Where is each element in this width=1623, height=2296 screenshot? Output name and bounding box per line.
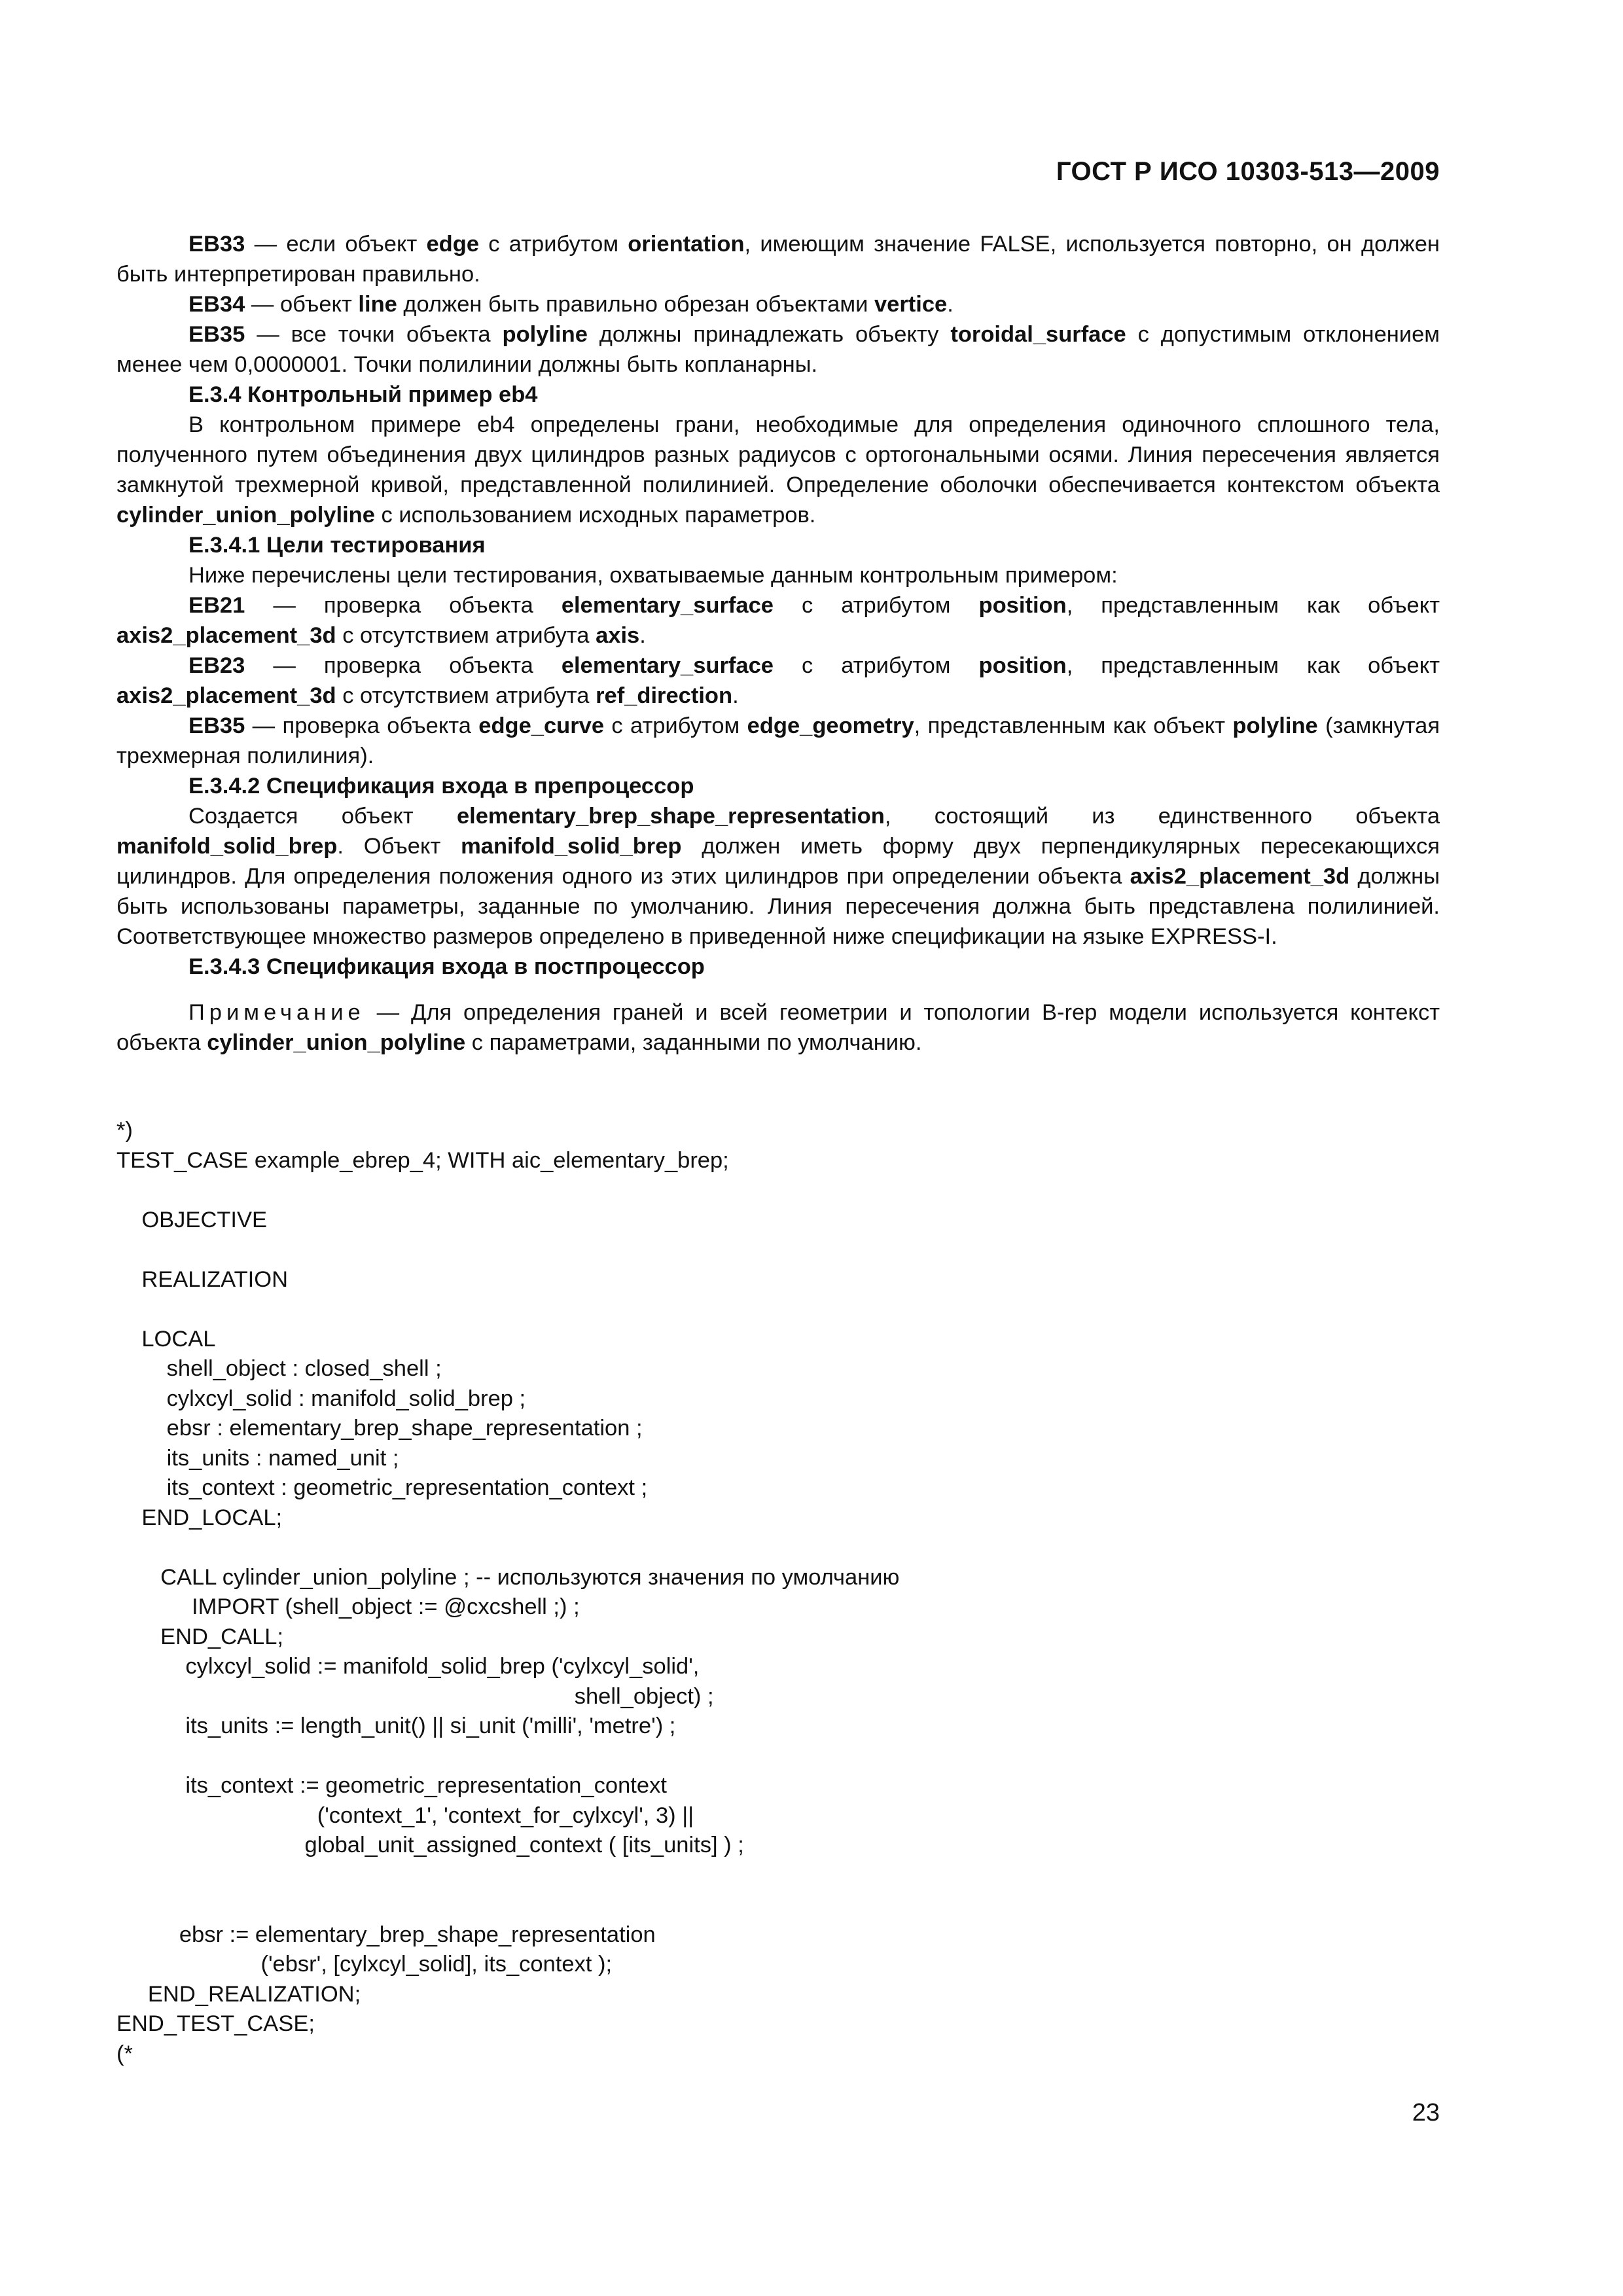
code-line: its_units := length_unit() || si_unit ('milli', 'metre') ; (116, 1713, 676, 1738)
code-line: END_REALIZATION; (116, 1981, 361, 2007)
text-fragment: с атрибутом (604, 713, 747, 738)
text-fragment: В контрольном примере eb4 определены грани, необходимые для определения одиночного сплошного тела, полученного путем объединения двух цилиндров разных радиусов с ортогональными осями. Линия пересечения является замкнутой трехмерной кривой, представленной полилинией. Определение оболочки обеспечивается контекстом объекта (116, 412, 1440, 497)
text-fragment: edge_curve (478, 713, 605, 738)
code-line (116, 1890, 899, 1920)
note-paragraph (116, 997, 1440, 1058)
code-line: cylxcyl_solid : manifold_solid_brep ; (116, 1386, 526, 1411)
code-line (116, 1861, 899, 1891)
text-fragment: Создается объект (188, 804, 457, 829)
code-line: its_units : named_unit ; (116, 1445, 399, 1471)
text-fragment: . Объект (337, 834, 461, 859)
text-fragment: EB33 (188, 232, 245, 257)
text-fragment: . (947, 292, 954, 317)
code-line: shell_object : closed_shell ; (116, 1356, 442, 1381)
text-fragment: cylinder_union_polyline (116, 503, 375, 528)
text-fragment: — Для определения граней и всей геометрии и топологии B-rep модели используется контекст объекта (116, 1000, 1440, 1055)
text-fragment: с отсутствием атрибута (336, 683, 596, 708)
text-fragment: EB35 (188, 713, 245, 738)
code-line: LOCAL (116, 1326, 216, 1352)
paragraph-eb35-polyline (116, 319, 1440, 380)
text-fragment: axis (596, 623, 640, 648)
text-fragment: — проверка объекта (245, 653, 562, 678)
code-line: cylxcyl_solid := manifold_solid_brep ('cylxcyl_solid', (116, 1654, 700, 1679)
text-fragment: с атрибутом (479, 232, 628, 257)
text-fragment: с атрибутом (774, 653, 979, 678)
text-fragment: EB23 (188, 653, 245, 678)
heading-e341 (116, 530, 1440, 560)
code-line: ('context_1', 'context_for_cylxcyl', 3) || (116, 1803, 694, 1828)
text-fragment: elementary_surface (561, 653, 774, 678)
text-fragment: EB35 (188, 322, 245, 347)
text-fragment: EB21 (188, 593, 245, 618)
paragraph-eb34 (116, 289, 1440, 319)
paragraph-eb33 (116, 229, 1440, 289)
code-line: global_unit_assigned_context ( [its_units] ) ; (116, 1833, 744, 1857)
code-line: its_context : geometric_representation_context ; (116, 1475, 648, 1500)
text-fragment: polyline (502, 322, 588, 347)
text-fragment: vertice (874, 292, 948, 317)
code-line (116, 1295, 899, 1325)
text-fragment: . (639, 623, 646, 648)
document-body (116, 229, 1440, 1058)
text-fragment: elementary_surface (561, 593, 774, 618)
text-fragment: с атрибутом (774, 593, 979, 618)
text-fragment: (замкнутая трехмерная полилиния). (116, 713, 1440, 768)
page-number: 23 (1412, 2099, 1440, 2126)
text-fragment: Е.3.4.2 Спецификация входа в препроцессор (188, 774, 694, 798)
code-line (116, 1533, 899, 1563)
code-line: ('ebsr', [cylxcyl_solid], its_context ); (116, 1952, 613, 1977)
paragraph-e341 (116, 560, 1440, 590)
text-fragment: — проверка объекта (245, 593, 562, 618)
text-fragment: manifold_solid_brep (461, 834, 682, 859)
text-fragment: polyline (1232, 713, 1318, 738)
text-fragment: toroidal_surface (950, 322, 1126, 347)
heading-e34 (116, 380, 1440, 410)
text-fragment: , представленным как объект (1066, 653, 1440, 678)
express-code-block (116, 1116, 899, 2069)
text-fragment: — все точки объекта (245, 322, 503, 347)
text-fragment: . (732, 683, 739, 708)
text-fragment: position (978, 593, 1067, 618)
code-line: IMPORT (shell_object := @cxcshell ;) ; (116, 1594, 580, 1619)
text-fragment: с отсутствием атрибута (336, 623, 596, 648)
text-fragment: должен иметь форму двух перпендикулярных пересекающихся цилиндров. Для определения положения одного из этих цилиндров при определении объекта (116, 834, 1440, 889)
code-line: END_TEST_CASE; (116, 2011, 315, 2036)
text-fragment: Е.3.4.3 Спецификация входа в постпроцессор (188, 954, 705, 979)
standard-header: ГОСТ Р ИСО 10303-513—2009 (1056, 157, 1440, 186)
code-line (116, 1235, 899, 1265)
paragraph-eb21 (116, 590, 1440, 651)
paragraph-e34 (116, 410, 1440, 530)
code-line: (* (116, 2041, 133, 2066)
code-line: TEST_CASE example_ebrep_4; WITH aic_elementary_brep; (116, 1147, 729, 1173)
paragraph-e342 (116, 801, 1440, 952)
text-fragment: с допустимым отклонением менее чем 0,0000001. Точки полилинии должны быть копланарны. (116, 322, 1440, 377)
text-fragment: cylinder_union_polyline (207, 1030, 466, 1055)
text-fragment: EB34 (188, 292, 245, 317)
text-fragment: axis2_placement_3d (116, 683, 336, 708)
text-fragment: Примечание (188, 1000, 365, 1025)
text-fragment: line (358, 292, 397, 317)
text-fragment: axis2_placement_3d (116, 623, 336, 648)
text-fragment: edge (426, 232, 480, 257)
code-line: END_CALL; (116, 1624, 284, 1649)
text-fragment: , представленным как объект (914, 713, 1233, 738)
text-fragment: , представленным как объект (1066, 593, 1440, 618)
code-line (116, 1175, 899, 1206)
text-fragment: position (978, 653, 1067, 678)
heading-e342 (116, 771, 1440, 801)
text-fragment: edge_geometry (747, 713, 914, 738)
code-line: ebsr := elementary_brep_shape_representation (116, 1922, 656, 1947)
text-fragment: Ниже перечислены цели тестирования, охватываемые данным контрольным примером: (188, 563, 1118, 588)
text-fragment: orientation (628, 232, 745, 257)
text-fragment: с использованием исходных параметров. (374, 503, 816, 528)
text-fragment: с параметрами, заданными по умолчанию. (465, 1030, 922, 1055)
text-fragment: — объект (245, 292, 359, 317)
code-line: ebsr : elementary_brep_shape_representation ; (116, 1416, 643, 1441)
paragraph-eb23 (116, 651, 1440, 711)
text-fragment: axis2_placement_3d (1130, 864, 1350, 889)
text-fragment: Е.3.4.1 Цели тестирования (188, 533, 486, 558)
paragraph-eb35-edge-curve (116, 711, 1440, 771)
code-line: *) (116, 1118, 133, 1143)
text-fragment: — если объект (245, 232, 427, 257)
text-fragment: — проверка объекта (245, 713, 479, 738)
text-fragment: Е.3.4 Контрольный пример eb4 (188, 382, 538, 407)
text-fragment: должны принадлежать объекту (587, 322, 951, 347)
code-line: shell_object) ; (116, 1683, 714, 1709)
text-fragment: должны быть использованы параметры, заданные по умолчанию. Линия пересечения должна быть представлена полилинией. Соответствующее множество размеров определено в приведенной ниже спецификации на языке EXPRESS-I. (116, 864, 1440, 949)
code-line: OBJECTIVE (116, 1207, 268, 1232)
text-fragment: manifold_solid_brep (116, 834, 338, 859)
text-fragment: ref_direction (596, 683, 733, 708)
text-fragment: должен быть правильно обрезан объектами (397, 292, 874, 317)
code-line: its_context := geometric_representation_context (116, 1773, 667, 1798)
text-fragment: elementary_brep_shape_representation (456, 804, 885, 829)
text-fragment: , состоящий из единственного объекта (884, 804, 1440, 829)
code-line: REALIZATION (116, 1266, 288, 1292)
code-line: CALL cylinder_union_polyline ; -- используются значения по умолчанию (116, 1564, 900, 1590)
code-line (116, 1742, 899, 1772)
code-line: END_LOCAL; (116, 1505, 283, 1530)
heading-e343 (116, 952, 1440, 982)
text-fragment: , имеющим значение FALSE, используется повторно, он должен быть интерпретирован правильно. (116, 232, 1440, 287)
